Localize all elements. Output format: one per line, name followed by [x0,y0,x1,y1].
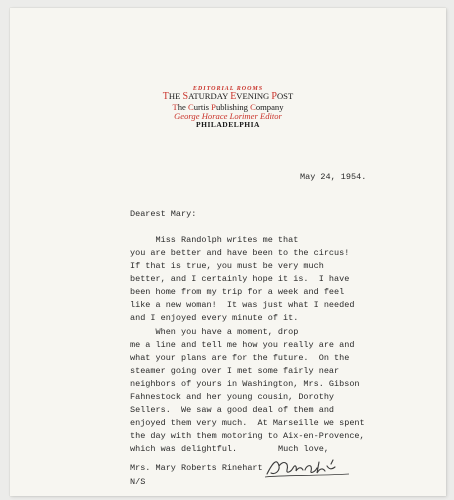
paragraph-2-line: Sellers. We saw a good deal of them and [130,405,335,415]
closing: Much love, [278,444,330,454]
paragraph-1-line: you are better and have been to the circus! [130,248,350,258]
editor-line: George Horace Lorimer Editor [174,110,282,121]
paragraph-1-line: been home from my trip for a week and feel [130,287,345,297]
paragraph-2-line: enjoyed them very much. At Marseille we spent [130,418,365,428]
paragraph-2-line: what your plans are for the future. On the [130,353,350,363]
paragraph-2-line: Fahnestock and her young cousin, Dorothy [130,392,335,402]
publication-name: THE SATURDAY EVENING POST [162,91,294,103]
letterhead [10,86,446,129]
paragraph-2-line: steamer going over I met some fairly near [130,366,340,376]
typist-initials: N/S [130,477,146,487]
editorial-rooms-label: EDITORIAL ROOMS [192,86,264,92]
addressee: Mrs. Mary Roberts Rinehart [130,463,263,473]
paragraph-2-line: the day with them motoring to Aix-en-Provence, [130,431,365,441]
paragraph-1-line: Miss Randolph writes me that [130,235,299,245]
city-line: PHILADELPHIA [196,119,260,129]
company-name: The Curtis Publishing Company [172,101,284,112]
letter-page [10,8,446,496]
paragraph-1-line: better, and I certainly hope it is. I have [130,274,350,284]
salutation: Dearest Mary: [130,209,197,219]
letter-date: May 24, 1954. [300,172,367,182]
paragraph-1-line: If that is true, you must be very much [130,261,324,271]
paragraph-2-line: me a line and tell me how you really are and [130,340,355,350]
paragraph-1-line: like a new woman! It was just what I needed [130,300,355,310]
paragraph-2-line: When you have a moment, drop [130,327,299,337]
paragraph-1-line: and I enjoyed every minute of it. [130,313,299,323]
paragraph-1 [130,234,354,325]
paragraph-2-line: which was delightful. [130,444,238,454]
paragraph-2-line: neighbors of yours in Washington, Mrs. Gibson [130,379,360,389]
handwritten-signature [263,456,353,480]
paragraph-2 [130,326,365,456]
